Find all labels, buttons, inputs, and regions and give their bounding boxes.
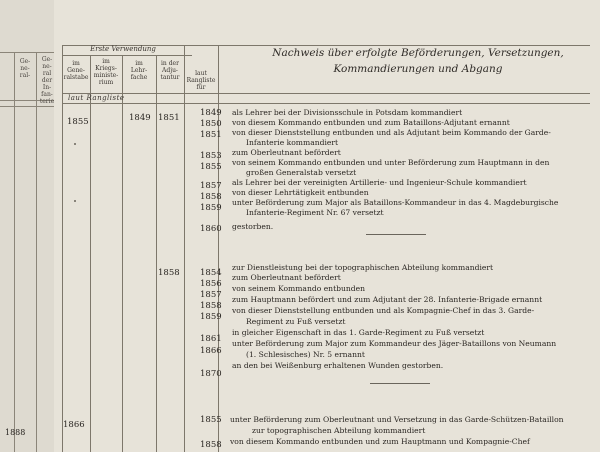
page-title-line-2: Kommandierungen und Abgang: [333, 63, 503, 75]
record-1-entry-year: 1858: [200, 192, 222, 202]
record-1-entry-year: 1860: [200, 224, 222, 234]
ink-dot: [74, 200, 76, 202]
record-3-entry-text: unter Beförderung zum Oberleutnant und Versetzung in das Garde-Schützen-Bataillon: [230, 415, 564, 424]
record-1-entry-year: 1859: [200, 203, 222, 213]
record-1-entry-text: Infanterie kommandiert: [246, 138, 339, 147]
record-3-entry-text: zur topographischen Abteilung kommandiert: [252, 426, 426, 435]
section-divider: [366, 234, 426, 235]
record-2-entry-text: (1. Schlesisches) Nr. 5 ernannt: [246, 350, 365, 359]
left-page-header-1: Ge- ne- ral-: [19, 58, 31, 79]
record-2-entry-year: 1854: [200, 268, 222, 278]
column-rule: [62, 45, 63, 452]
record-1-entry-text: Infanterie-Regiment Nr. 67 versetzt: [246, 208, 384, 217]
record-1-entry-text: gestorben.: [232, 222, 274, 231]
page-title: [268, 45, 568, 77]
record-1-entry-text: zum Oberleutnant befördert: [232, 148, 341, 157]
group-header-rule: [62, 55, 192, 56]
column-rule: [218, 45, 219, 452]
col-header-generalstab: im Gene- ralstabe: [63, 60, 89, 81]
record-1-lehrfach-year: 1849: [129, 113, 151, 123]
column-rule: [122, 55, 123, 452]
record-1-entry-year: 1853: [200, 151, 222, 161]
record-2-entry-year: 1861: [200, 334, 222, 344]
left-page-column-rule: [36, 52, 37, 452]
record-3-generalstab-year: 1866: [63, 420, 85, 430]
col-header-adjutantur: in der Adju- tantur: [160, 60, 180, 81]
record-3-entry-year: 1858: [200, 440, 222, 450]
record-1-entry-text: als Lehrer bei der vereinigten Artillerie- und Ingenieur-Schule kommandiert: [232, 178, 527, 187]
record-2-entry-year: 1857: [200, 290, 222, 300]
record-2-entry-text: unter Beförderung zum Major zum Kommandeur des Jäger-Bataillons von Neumann: [232, 339, 557, 348]
rank-list-rule: [62, 103, 590, 104]
record-2-entry-text: an den bei Weißenburg erhaltenen Wunden gestorben.: [232, 361, 444, 370]
col-header-kriegsministerium: im Kriegs- ministe- rium: [93, 58, 119, 86]
group-header: Erste Verwendung: [90, 45, 156, 53]
record-2-entry-year: 1858: [200, 301, 222, 311]
record-2-entry-year: 1859: [200, 312, 222, 322]
record-1-entry-year: 1849: [200, 108, 222, 118]
record-2-entry-year: 1866: [200, 346, 222, 356]
record-1-entry-text: unter Beförderung zum Major als Bataillons-Kommandeur in das 4. Magdeburgische: [232, 198, 559, 207]
record-1-entry-text: von seinem Kommando entbunden und unter Beförderung zum Hauptmann in den: [232, 158, 550, 167]
col-header-rangliste: laut Rangliste für: [186, 70, 216, 91]
left-page-rule: [0, 106, 58, 107]
record-2-entry-text: zur Dienstleistung bei der topographischen Abteilung kommandiert: [232, 263, 494, 272]
record-3-entry-text: von diesem Kommando entbunden und zum Hauptmann und Kompagnie-Chef: [230, 437, 530, 446]
ledger-page: [54, 0, 600, 452]
left-page-header-2: Ge- ne- ral der In- fan- terie: [39, 56, 55, 105]
page-title-line-1: Nachweis über erfolgte Beförderungen, Versetzungen,: [272, 47, 564, 59]
record-1-entry-text: großen Generalstab versetzt: [246, 168, 357, 177]
record-3-entry-year: 1855: [200, 415, 222, 425]
record-2-entry-text: von seinem Kommando entbunden: [232, 284, 366, 293]
left-page-year: 1888: [5, 428, 26, 437]
column-rule: [90, 55, 91, 452]
record-1-entry-year: 1857: [200, 181, 222, 191]
left-page: [0, 0, 60, 452]
col-header-lehrfach: im Lehr- fache: [130, 60, 148, 81]
record-1-entry-year: 1851: [200, 130, 222, 140]
ink-dot: [74, 143, 76, 145]
record-2-entry-text: in gleicher Eigenschaft in das 1. Garde-Regiment zu Fuß versetzt: [232, 328, 485, 337]
record-2-entry-text: von dieser Dienststellung entbunden und als Kompagnie-Chef in das 3. Garde-: [232, 306, 535, 315]
record-2-entry-text: Regiment zu Fuß versetzt: [246, 317, 346, 326]
header-bottom-rule: [62, 93, 590, 94]
column-rule: [184, 45, 185, 452]
record-2-entry-text: zum Hauptmann befördert und zum Adjutant der 28. Infanterie-Brigade ernannt: [232, 295, 543, 304]
record-2-entry-year: 1856: [200, 279, 222, 289]
record-1-entry-text: als Lehrer bei der Divisionsschule in Potsdam kommandiert: [232, 108, 463, 117]
section-divider: [370, 383, 430, 384]
record-2-entry-text: zum Oberleutnant befördert: [232, 273, 341, 282]
left-page-column-rule: [14, 52, 15, 452]
record-1-entry-text: von diesem Kommando entbunden und zum Bataillons-Adjutant ernannt: [232, 118, 510, 127]
record-1-entry-text: von dieser Lehrtätigkeit entbunden: [232, 188, 369, 197]
record-1-adjutantur-year: 1851: [158, 113, 180, 123]
rank-list-label: laut Rangliste: [68, 94, 125, 102]
left-page-rule: [0, 52, 58, 53]
column-rule: [156, 55, 157, 452]
record-1-entry-text: von dieser Dienststellung entbunden und als Adjutant beim Kommando der Garde-: [232, 128, 551, 137]
record-2-entry-year: 1870: [200, 369, 222, 379]
record-1-generalstab-year: 1855: [67, 117, 89, 127]
record-1-entry-year: 1850: [200, 119, 222, 129]
record-2-adjutantur-year: 1858: [158, 268, 180, 278]
record-1-entry-year: 1855: [200, 162, 222, 172]
